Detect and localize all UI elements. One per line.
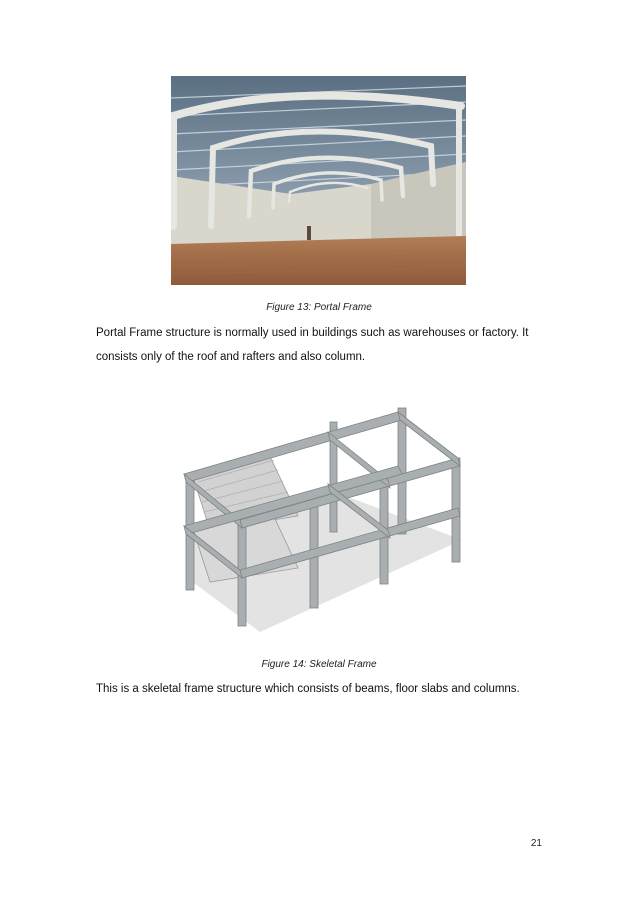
portal-paragraph-line2: consists only of the roof and rafters and also column. [96, 351, 366, 363]
figure-14-caption: Figure 14: Skeletal Frame [261, 659, 377, 670]
figure-13-caption: Figure 13: Portal Frame [266, 302, 372, 313]
skeletal-paragraph: This is a skeletal frame structure which consists of beams, floor slabs and columns. [96, 683, 520, 695]
skeletal-frame-diagram [170, 402, 465, 632]
portal-frame-photo [171, 76, 466, 285]
portal-paragraph-line1: Portal Frame structure is normally used in buildings such as warehouses or factory. It [96, 327, 529, 339]
portal-paragraph [96, 321, 556, 369]
page-number: 21 [530, 838, 542, 849]
